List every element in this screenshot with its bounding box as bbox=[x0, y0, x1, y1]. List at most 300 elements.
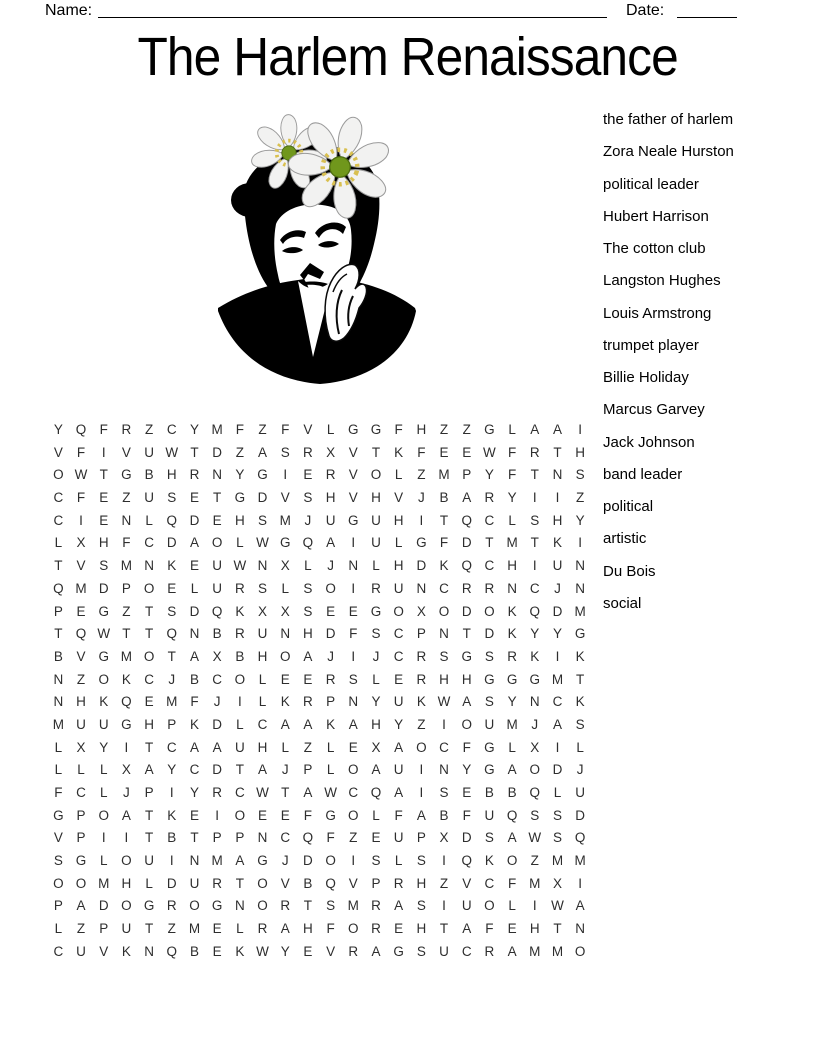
grid-cell: G bbox=[484, 671, 495, 687]
grid-cell: D bbox=[325, 626, 336, 642]
grid-cell: H bbox=[121, 875, 132, 891]
grid-cell: X bbox=[371, 739, 381, 755]
grid-cell: C bbox=[53, 943, 64, 959]
grid-cell: X bbox=[280, 603, 290, 619]
grid-cell: C bbox=[257, 716, 268, 732]
grid-cell: G bbox=[370, 422, 382, 437]
grid-cell: U bbox=[393, 762, 404, 778]
grid-cell: R bbox=[416, 648, 427, 664]
grid-cell: K bbox=[439, 558, 449, 574]
grid-cell: L bbox=[145, 512, 153, 528]
grid-cell: A bbox=[303, 716, 313, 732]
grid-cell: U bbox=[189, 875, 200, 891]
grid-cell: B bbox=[167, 830, 177, 846]
grid-cell: C bbox=[280, 830, 291, 846]
grid-cell: I bbox=[532, 898, 537, 914]
grid-cell: A bbox=[394, 785, 404, 800]
grid-cell: L bbox=[54, 739, 63, 755]
grid-cell: J bbox=[327, 558, 334, 574]
grid-cell: S bbox=[552, 830, 562, 846]
grid-cell: T bbox=[485, 535, 494, 551]
grid-cell: L bbox=[99, 762, 108, 778]
grid-cell: I bbox=[442, 898, 446, 914]
grid-cell: I bbox=[237, 694, 242, 710]
grid-cell: E bbox=[189, 558, 199, 574]
grid-cell: U bbox=[371, 512, 381, 528]
grid-cell: R bbox=[212, 875, 223, 891]
grid-cell: C bbox=[166, 739, 177, 755]
grid-cell: G bbox=[98, 648, 109, 664]
grid-cell: O bbox=[529, 762, 541, 778]
grid-cell: G bbox=[370, 603, 382, 619]
grid-cell: R bbox=[416, 671, 427, 687]
grid-cell: C bbox=[484, 875, 495, 891]
grid-cell: N bbox=[144, 943, 154, 959]
grid-cell: F bbox=[462, 739, 471, 755]
grid-cell: C bbox=[166, 422, 177, 437]
grid-cell: T bbox=[439, 512, 449, 528]
grid-cell: P bbox=[416, 626, 426, 642]
grid-cell: O bbox=[506, 853, 518, 869]
grid-cell: O bbox=[461, 716, 472, 732]
grid-cell: F bbox=[99, 422, 108, 437]
grid-cell: J bbox=[554, 580, 561, 596]
grid-cell: K bbox=[552, 535, 562, 551]
grid-cell: C bbox=[76, 785, 86, 800]
grid-cell: K bbox=[167, 807, 177, 823]
grid-cell: H bbox=[507, 558, 517, 574]
grid-cell: F bbox=[507, 875, 517, 891]
grid-cell: T bbox=[576, 671, 585, 687]
word-list-item: Billie Holiday bbox=[603, 369, 689, 386]
grid-cell: W bbox=[256, 785, 269, 800]
word-list-item: Hubert Harrison bbox=[603, 207, 709, 225]
grid-cell: K bbox=[280, 694, 290, 710]
grid-cell: C bbox=[189, 762, 200, 778]
grid-cell: I bbox=[555, 648, 560, 664]
grid-cell: V bbox=[303, 422, 313, 437]
grid-cell: T bbox=[553, 444, 562, 460]
grid-cell: F bbox=[349, 626, 358, 642]
grid-cell: D bbox=[552, 762, 563, 778]
grid-cell: C bbox=[53, 490, 64, 506]
grid-cell: N bbox=[552, 467, 563, 483]
grid-cell: I bbox=[101, 830, 106, 846]
grid-cell: E bbox=[189, 807, 199, 823]
grid-cell: U bbox=[144, 444, 154, 460]
grid-cell: H bbox=[416, 875, 427, 891]
grid-cell: D bbox=[461, 830, 472, 846]
grid-cell: A bbox=[280, 716, 290, 732]
grid-cell: Y bbox=[484, 467, 494, 483]
grid-cell: I bbox=[419, 762, 424, 778]
grid-cell: H bbox=[371, 490, 381, 506]
grid-cell: B bbox=[53, 648, 63, 664]
grid-cell: A bbox=[303, 648, 313, 664]
grid-cell: L bbox=[326, 739, 335, 755]
grid-cell: Y bbox=[575, 512, 585, 528]
grid-cell: H bbox=[416, 921, 427, 937]
grid-cell: D bbox=[461, 603, 472, 619]
grid-cell: I bbox=[578, 875, 583, 891]
grid-cell: M bbox=[574, 853, 586, 869]
grid-cell: Q bbox=[325, 875, 336, 891]
grid-cell: B bbox=[189, 943, 199, 959]
grid-cell: A bbox=[212, 739, 222, 755]
grid-cell: M bbox=[120, 648, 133, 664]
grid-cell: O bbox=[189, 898, 200, 914]
grid-cell: T bbox=[235, 875, 244, 891]
grid-cell: N bbox=[529, 694, 540, 710]
grid-cell: E bbox=[303, 467, 313, 483]
grid-cell: A bbox=[326, 535, 336, 551]
grid-cell: E bbox=[303, 671, 313, 687]
grid-cell: P bbox=[212, 830, 222, 846]
grid-cell: A bbox=[303, 785, 313, 800]
grid-cell: I bbox=[351, 580, 356, 596]
grid-cell: V bbox=[348, 490, 358, 506]
grid-cell: D bbox=[212, 716, 223, 732]
grid-cell: T bbox=[144, 626, 154, 642]
grid-cell: S bbox=[439, 785, 449, 800]
grid-cell: L bbox=[508, 898, 516, 914]
grid-cell: G bbox=[143, 898, 155, 914]
grid-cell: N bbox=[189, 853, 200, 869]
grid-cell: R bbox=[371, 898, 381, 914]
grid-cell: P bbox=[303, 762, 313, 778]
grid-cell: C bbox=[348, 785, 359, 800]
grid-cell: V bbox=[348, 875, 358, 891]
grid-cell: L bbox=[190, 580, 199, 596]
grid-cell: U bbox=[552, 558, 563, 574]
grid-cell: M bbox=[438, 467, 450, 483]
grid-cell: I bbox=[124, 830, 129, 846]
grid-cell: A bbox=[462, 490, 472, 506]
grid-cell: Z bbox=[235, 444, 244, 460]
grid-cell: W bbox=[74, 467, 88, 483]
grid-cell: C bbox=[53, 512, 64, 528]
grid-cell: A bbox=[189, 535, 199, 551]
grid-cell: O bbox=[234, 671, 246, 687]
grid-cell: I bbox=[419, 785, 424, 800]
grid-cell: D bbox=[416, 558, 427, 574]
grid-cell: S bbox=[326, 898, 336, 914]
word-list-item: Louis Armstrong bbox=[603, 304, 712, 322]
grid-cell: L bbox=[258, 694, 267, 710]
grid-cell: L bbox=[77, 762, 85, 778]
grid-cell: I bbox=[124, 739, 129, 755]
grid-cell: M bbox=[551, 671, 564, 687]
grid-cell: R bbox=[257, 921, 268, 937]
grid-cell: I bbox=[215, 807, 220, 823]
grid-cell: D bbox=[212, 762, 223, 778]
grid-cell: Z bbox=[417, 467, 426, 483]
grid-cell: F bbox=[394, 807, 403, 823]
grid-cell: H bbox=[575, 444, 586, 460]
grid-cell: G bbox=[574, 626, 586, 642]
grid-cell: A bbox=[394, 898, 404, 914]
grid-cell: Q bbox=[166, 626, 178, 642]
grid-cell: S bbox=[53, 853, 63, 869]
grid-cell: L bbox=[99, 853, 108, 869]
grid-cell: Q bbox=[529, 603, 541, 619]
grid-cell: O bbox=[438, 603, 450, 619]
grid-cell: O bbox=[75, 875, 87, 891]
grid-cell: D bbox=[484, 626, 495, 642]
grid-cell: U bbox=[484, 716, 495, 732]
grid-cell: X bbox=[439, 830, 449, 846]
grid-cell: H bbox=[529, 921, 540, 937]
grid-cell: R bbox=[529, 444, 540, 460]
grid-cell: N bbox=[257, 830, 268, 846]
grid-cell: I bbox=[351, 648, 356, 664]
grid-cell: M bbox=[506, 535, 518, 551]
grid-cell: T bbox=[144, 807, 154, 823]
grid-cell: E bbox=[212, 943, 222, 959]
grid-cell: Y bbox=[235, 467, 245, 483]
grid-cell: N bbox=[53, 671, 64, 687]
grid-cell: S bbox=[416, 898, 426, 914]
grid-cell: Q bbox=[211, 603, 223, 619]
grid-cell: V bbox=[280, 875, 290, 891]
grid-cell: H bbox=[76, 694, 86, 710]
grid-cell: G bbox=[211, 898, 223, 914]
grid-cell: T bbox=[122, 626, 131, 642]
grid-cell: I bbox=[101, 444, 106, 460]
grid-cell: A bbox=[144, 762, 154, 778]
grid-cell: M bbox=[506, 716, 518, 732]
grid-cell: R bbox=[303, 694, 313, 710]
grid-cell: V bbox=[76, 648, 86, 664]
grid-cell: Y bbox=[394, 716, 404, 732]
grid-cell: N bbox=[575, 558, 586, 574]
grid-cell: N bbox=[257, 558, 268, 574]
grid-cell: G bbox=[257, 467, 268, 483]
date-blank-line bbox=[677, 1, 737, 18]
grid-cell: N bbox=[439, 762, 449, 778]
grid-cell: T bbox=[99, 467, 108, 483]
grid-cell: L bbox=[372, 807, 380, 823]
grid-cell: S bbox=[530, 512, 540, 528]
grid-cell: C bbox=[144, 671, 154, 687]
grid-cell: L bbox=[54, 921, 63, 937]
grid-cell: I bbox=[283, 467, 288, 483]
grid-cell: X bbox=[212, 648, 222, 664]
grid-cell: H bbox=[461, 671, 472, 687]
grid-cell: E bbox=[280, 671, 290, 687]
grid-cell: L bbox=[394, 853, 403, 869]
grid-cell: D bbox=[189, 603, 200, 619]
grid-cell: M bbox=[529, 943, 541, 959]
grid-cell: U bbox=[371, 535, 381, 551]
grid-cell: G bbox=[234, 490, 246, 506]
grid-cell: L bbox=[508, 512, 516, 528]
grid-cell: G bbox=[257, 853, 268, 869]
grid-cell: D bbox=[461, 535, 472, 551]
grid-cell: A bbox=[189, 648, 199, 664]
grid-cell: P bbox=[53, 898, 63, 914]
grid-cell: S bbox=[371, 853, 381, 869]
grid-cell: Y bbox=[167, 762, 177, 778]
grid-cell: E bbox=[99, 490, 109, 506]
grid-cell: T bbox=[190, 444, 199, 460]
grid-cell: G bbox=[121, 467, 132, 483]
grid-cell: I bbox=[351, 853, 356, 869]
grid-cell: V bbox=[348, 444, 358, 460]
grid-cell: E bbox=[144, 694, 154, 710]
grid-cell: G bbox=[461, 648, 472, 664]
grid-cell: V bbox=[326, 943, 336, 959]
grid-cell: O bbox=[53, 467, 64, 483]
grid-cell: Y bbox=[371, 694, 381, 710]
grid-cell: X bbox=[552, 875, 562, 891]
grid-cell: Q bbox=[461, 512, 472, 528]
grid-cell: L bbox=[304, 558, 312, 574]
grid-cell: L bbox=[54, 762, 63, 778]
grid-cell: Y bbox=[280, 943, 290, 959]
grid-cell: F bbox=[235, 422, 244, 437]
grid-cell: S bbox=[167, 603, 177, 619]
grid-cell: L bbox=[99, 785, 108, 800]
grid-cell: M bbox=[211, 853, 223, 869]
grid-cell: Q bbox=[53, 580, 64, 596]
grid-cell: R bbox=[484, 490, 495, 506]
grid-cell: F bbox=[485, 921, 494, 937]
grid-cell: E bbox=[212, 512, 222, 528]
grid-cell: Q bbox=[302, 535, 314, 551]
grid-cell: A bbox=[575, 898, 585, 914]
grid-cell: C bbox=[212, 671, 223, 687]
grid-cell: L bbox=[576, 739, 584, 755]
grid-cell: S bbox=[280, 444, 290, 460]
grid-cell: K bbox=[121, 943, 131, 959]
grid-cell: C bbox=[529, 580, 540, 596]
grid-cell: U bbox=[121, 921, 132, 937]
grid-cell: P bbox=[144, 785, 154, 800]
grid-cell: B bbox=[212, 626, 222, 642]
grid-cell: H bbox=[257, 739, 268, 755]
grid-cell: C bbox=[144, 535, 154, 551]
grid-cell: E bbox=[439, 444, 449, 460]
grid-cell: B bbox=[507, 785, 517, 800]
grid-cell: G bbox=[98, 603, 109, 619]
grid-cell: T bbox=[190, 830, 199, 846]
grid-cell: J bbox=[327, 648, 334, 664]
grid-cell: K bbox=[99, 694, 109, 710]
grid-cell: Y bbox=[507, 490, 517, 506]
grid-cell: U bbox=[393, 830, 404, 846]
grid-cell: S bbox=[416, 853, 426, 869]
grid-cell: V bbox=[99, 943, 109, 959]
grid-cell: G bbox=[348, 422, 359, 437]
grid-cell: A bbox=[507, 762, 517, 778]
word-list-item: trumpet player bbox=[603, 336, 699, 354]
grid-cell: I bbox=[351, 535, 356, 551]
grid-cell: H bbox=[257, 648, 268, 664]
grid-cell: H bbox=[303, 626, 313, 642]
grid-cell: Z bbox=[439, 875, 449, 891]
grid-cell: T bbox=[54, 626, 63, 642]
grid-cell: N bbox=[234, 898, 245, 914]
grid-cell: B bbox=[144, 467, 154, 483]
grid-cell: P bbox=[53, 603, 63, 619]
grid-cell: K bbox=[507, 603, 517, 619]
grid-cell: A bbox=[552, 716, 562, 732]
grid-cell: T bbox=[371, 444, 381, 460]
grid-cell: Y bbox=[189, 422, 199, 437]
grid-cell: C bbox=[484, 558, 495, 574]
grid-cell: G bbox=[121, 716, 132, 732]
grid-cell: U bbox=[76, 716, 86, 732]
grid-cell: T bbox=[144, 739, 154, 755]
grid-cell: P bbox=[167, 716, 177, 732]
grid-cell: Q bbox=[302, 830, 314, 846]
grid-cell: K bbox=[394, 444, 404, 460]
grid-cell: U bbox=[76, 943, 86, 959]
grid-cell: F bbox=[326, 921, 335, 937]
grid-cell: A bbox=[462, 694, 472, 710]
grid-cell: H bbox=[166, 467, 177, 483]
grid-cell: G bbox=[75, 853, 87, 869]
grid-cell: D bbox=[552, 603, 563, 619]
grid-cell: L bbox=[372, 558, 380, 574]
grid-cell: R bbox=[166, 898, 177, 914]
grid-cell: R bbox=[371, 580, 381, 596]
word-list-item: Zora Neale Hurston bbox=[603, 143, 734, 161]
grid-cell: G bbox=[506, 671, 518, 687]
grid-cell: Z bbox=[303, 739, 313, 755]
grid-cell: M bbox=[98, 875, 110, 891]
word-list-item: band leader bbox=[603, 465, 683, 483]
grid-cell: R bbox=[234, 626, 245, 642]
grid-cell: Q bbox=[75, 422, 87, 437]
grid-cell: R bbox=[348, 943, 359, 959]
grid-cell: T bbox=[439, 921, 449, 937]
grid-cell: R bbox=[234, 580, 245, 596]
grid-cell: Z bbox=[76, 671, 86, 687]
grid-cell: W bbox=[256, 943, 269, 959]
grid-cell: A bbox=[462, 921, 472, 937]
grid-cell: U bbox=[461, 898, 472, 914]
grid-cell: F bbox=[122, 535, 131, 551]
grid-cell: U bbox=[144, 853, 154, 869]
grid-cell: O bbox=[143, 580, 155, 596]
grid-cell: F bbox=[54, 785, 63, 800]
grid-cell: Q bbox=[506, 807, 518, 823]
grid-cell: K bbox=[235, 943, 245, 959]
grid-cell: I bbox=[169, 853, 174, 869]
grid-cell: H bbox=[393, 512, 404, 528]
word-list bbox=[603, 104, 813, 620]
grid-cell: Z bbox=[122, 603, 131, 619]
grid-cell: R bbox=[121, 422, 132, 437]
grid-cell: T bbox=[144, 603, 154, 619]
grid-cell: H bbox=[98, 535, 109, 551]
grid-cell: M bbox=[52, 716, 64, 732]
grid-cell: N bbox=[348, 558, 359, 574]
grid-cell: T bbox=[167, 648, 176, 664]
grid-cell: X bbox=[530, 739, 540, 755]
grid-cell: K bbox=[507, 626, 517, 642]
grid-cell: X bbox=[326, 444, 336, 460]
grid-cell: D bbox=[166, 535, 177, 551]
grid-cell: L bbox=[236, 535, 244, 551]
wordsearch-grid bbox=[47, 419, 592, 964]
grid-cell: K bbox=[121, 671, 131, 687]
grid-cell: G bbox=[279, 535, 291, 551]
grid-cell: S bbox=[530, 807, 540, 823]
grid-cell: Y bbox=[507, 694, 517, 710]
